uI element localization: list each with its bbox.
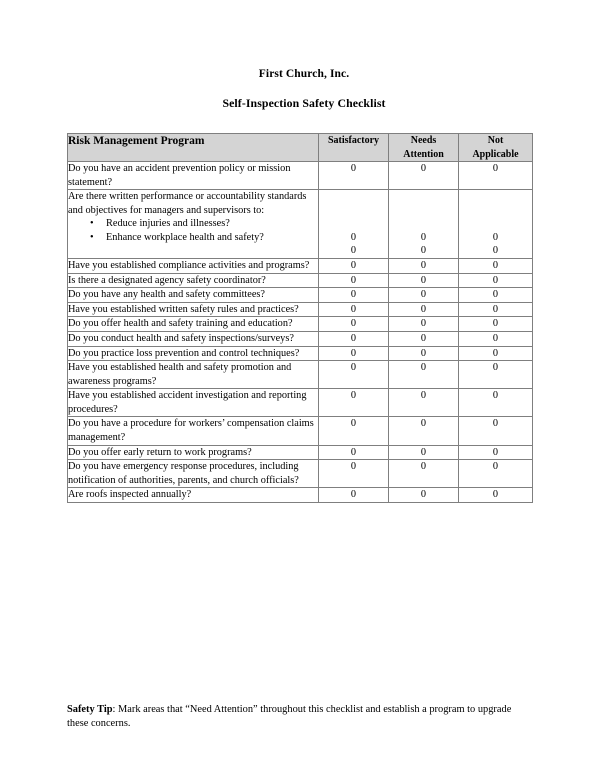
safety-tip-text: : Mark areas that “Need Attention” throughout this checklist and establish a program to upgrade these concerns. <box>67 704 512 730</box>
checkbox-needs-attention[interactable]: 0 <box>420 303 427 315</box>
checkbox-not-applicable[interactable]: 0 <box>492 461 499 473</box>
safety-tip-note <box>67 703 533 731</box>
checkbox-cell-needs-attention[interactable] <box>389 445 459 460</box>
checklist-question-text: Have you established health and safety promotion and awareness programs? <box>68 362 292 387</box>
checkbox-satisfactory[interactable]: 0 <box>350 274 357 286</box>
checkbox-cell-satisfactory[interactable] <box>319 389 389 417</box>
checkbox-needs-attention[interactable]: 0 <box>420 390 427 402</box>
checkbox-not-applicable[interactable]: 0 <box>492 245 499 257</box>
checkbox-cell-needs-attention[interactable] <box>389 162 459 190</box>
table-row <box>68 346 533 361</box>
checkbox-cell-not-applicable[interactable] <box>459 273 533 288</box>
checklist-question-cell <box>68 288 319 303</box>
table-header-row <box>68 134 533 162</box>
table-row <box>68 331 533 346</box>
checkbox-needs-attention[interactable]: 0 <box>420 347 427 359</box>
checkbox-cell-not-applicable[interactable] <box>459 346 533 361</box>
checklist-question-text: Do you have a procedure for workers’ compensation claims management? <box>68 418 314 443</box>
checkbox-not-applicable[interactable]: 0 <box>492 318 499 330</box>
checkbox-satisfactory[interactable]: 0 <box>350 163 357 174</box>
table-row <box>68 417 533 445</box>
checkbox-cell-not-applicable[interactable] <box>459 460 533 488</box>
checklist-question-text: Do you conduct health and safety inspections/surveys? <box>68 332 294 344</box>
column-header-satisfactory <box>319 134 389 162</box>
checkbox-cell-not-applicable[interactable] <box>459 302 533 317</box>
checkbox-cell-not-applicable[interactable] <box>459 445 533 460</box>
table-row <box>68 361 533 389</box>
checkbox-cell-needs-attention[interactable] <box>389 361 459 389</box>
checkbox-cell-satisfactory[interactable] <box>319 259 389 274</box>
checkbox-needs-attention[interactable]: 0 <box>420 332 427 344</box>
checkbox-cell-needs-attention[interactable] <box>389 331 459 346</box>
checklist-question-text: Is there a designated agency safety coordinator? <box>68 274 266 286</box>
checkbox-cell-needs-attention[interactable] <box>389 288 459 303</box>
checklist-question-text: Have you established accident investigation and reporting procedures? <box>68 390 307 415</box>
checklist-question-cell <box>68 331 319 346</box>
checkbox-not-applicable[interactable]: 0 <box>492 489 499 501</box>
table-row <box>68 317 533 332</box>
column-header-needs-attention <box>389 134 459 162</box>
checkbox-cell-not-applicable[interactable] <box>459 317 533 332</box>
checkbox-cell-satisfactory[interactable] <box>319 346 389 361</box>
checklist-question-cell <box>68 162 319 190</box>
safety-checklist-table <box>67 133 533 503</box>
checklist-question-text: Have you established written safety rules and practices? <box>68 303 299 315</box>
checklist-sub-item-list <box>68 217 318 244</box>
checkbox-not-applicable[interactable]: 0 <box>492 390 499 402</box>
checkbox-satisfactory[interactable]: 0 <box>350 332 357 344</box>
checkbox-not-applicable[interactable]: 0 <box>492 347 499 359</box>
checkbox-cell-needs-attention[interactable] <box>389 317 459 332</box>
checklist-question-text: Do you have emergency response procedures, including notification of authorities, parents, and church officials? <box>68 461 299 486</box>
checkbox-needs-attention[interactable]: 0 <box>420 318 427 330</box>
checklist-question-cell <box>68 273 319 288</box>
checkbox-needs-attention[interactable]: 0 <box>420 446 427 458</box>
checkbox-cell-needs-attention[interactable] <box>389 488 459 503</box>
checkbox-satisfactory[interactable]: 0 <box>350 245 357 257</box>
checkbox-not-applicable[interactable]: 0 <box>492 274 499 286</box>
checkbox-cell-not-applicable[interactable] <box>459 331 533 346</box>
checkbox-cell-not-applicable[interactable] <box>459 417 533 445</box>
checkbox-cell-needs-attention[interactable] <box>389 259 459 274</box>
checkbox-cell-needs-attention[interactable] <box>389 460 459 488</box>
column-header-risk-management-program: Risk Management Program <box>68 134 319 162</box>
checkbox-satisfactory[interactable]: 0 <box>350 489 357 501</box>
checklist-question-text: Do you offer health and safety training and education? <box>68 318 293 330</box>
safety-tip-label: Safety Tip <box>67 704 113 715</box>
table-header <box>68 134 533 162</box>
checkbox-needs-attention[interactable]: 0 <box>420 231 427 243</box>
checklist-sub-item: • Reduce injuries and illnesses? <box>68 217 318 231</box>
checkbox-satisfactory[interactable]: 0 <box>350 231 357 243</box>
checklist-question-text: Do you have an accident prevention policy or mission statement? <box>68 163 291 188</box>
checkbox-not-applicable[interactable]: 0 <box>492 303 499 315</box>
checkbox-not-applicable[interactable]: 0 <box>492 362 499 374</box>
column-header-not-applicable-line2: Applicable <box>472 148 519 160</box>
checkbox-cell-needs-attention[interactable] <box>389 273 459 288</box>
column-header-satisfactory-label: Satisfactory <box>327 135 380 146</box>
checkbox-not-applicable[interactable]: 0 <box>492 446 499 458</box>
checkbox-satisfactory[interactable]: 0 <box>350 318 357 330</box>
table-row <box>68 162 533 190</box>
organization-title: First Church, Inc. <box>258 68 350 80</box>
checkbox-cell-satisfactory[interactable] <box>319 302 389 317</box>
checkbox-not-applicable[interactable]: 0 <box>492 332 499 344</box>
checklist-question-text: Do you have any health and safety committees? <box>68 289 266 301</box>
checklist-question-text: Are roofs inspected annually? <box>68 489 192 501</box>
checkbox-satisfactory[interactable]: 0 <box>350 289 357 301</box>
checkbox-cell-satisfactory[interactable] <box>319 361 389 389</box>
checkbox-needs-attention[interactable]: 0 <box>420 461 427 473</box>
checkbox-cell-needs-attention[interactable] <box>389 389 459 417</box>
checkbox-cell-satisfactory[interactable] <box>319 288 389 303</box>
checkbox-cell-satisfactory[interactable] <box>319 331 389 346</box>
checklist-question-cell <box>68 259 319 274</box>
checkbox-cell-satisfactory[interactable] <box>319 162 389 190</box>
checklist-question-cell <box>68 389 319 417</box>
checklist-question-cell <box>68 346 319 361</box>
checkbox-cell-satisfactory[interactable] <box>319 190 389 259</box>
document-subtitle: Self-Inspection Safety Checklist <box>222 96 386 110</box>
column-header-not-applicable <box>459 134 533 162</box>
checklist-question-cell <box>68 361 319 389</box>
checkbox-not-applicable[interactable]: 0 <box>492 289 499 301</box>
checkbox-cell-not-applicable[interactable] <box>459 259 533 274</box>
checklist-question-cell <box>68 488 319 503</box>
checkbox-satisfactory[interactable]: 0 <box>350 461 357 473</box>
checkbox-not-applicable[interactable]: 0 <box>492 418 499 430</box>
checklist-question-cell <box>68 445 319 460</box>
table-row <box>68 302 533 317</box>
checkbox-needs-attention[interactable]: 0 <box>420 489 427 501</box>
checkbox-satisfactory[interactable]: 0 <box>350 260 357 272</box>
checklist-question-cell <box>68 460 319 488</box>
checkbox-cell-satisfactory[interactable] <box>319 273 389 288</box>
table-row <box>68 445 533 460</box>
checkbox-satisfactory[interactable]: 0 <box>350 362 357 374</box>
checkbox-satisfactory[interactable]: 0 <box>350 418 357 430</box>
checklist-question-text: Do you offer early return to work programs? <box>68 446 252 458</box>
checkbox-not-applicable[interactable]: 0 <box>492 260 499 272</box>
checkbox-cell-not-applicable[interactable] <box>459 488 533 503</box>
checkbox-cell-not-applicable[interactable] <box>459 389 533 417</box>
checklist-question-text: Have you established compliance activities and programs? <box>68 260 310 272</box>
checkbox-needs-attention[interactable]: 0 <box>420 289 427 301</box>
table-row <box>68 190 533 259</box>
checkbox-satisfactory[interactable]: 0 <box>350 390 357 402</box>
checkbox-cell-satisfactory[interactable] <box>319 445 389 460</box>
checklist-sub-item: • Enhance workplace health and safety? <box>68 231 318 245</box>
checkbox-cell-satisfactory[interactable] <box>319 460 389 488</box>
checklist-question-cell <box>68 417 319 445</box>
checkbox-cell-satisfactory[interactable] <box>319 488 389 503</box>
table-row <box>68 460 533 488</box>
checkbox-cell-needs-attention[interactable] <box>389 417 459 445</box>
checkbox-cell-not-applicable[interactable] <box>459 162 533 190</box>
checklist-question-cell <box>68 317 319 332</box>
checklist-question-cell <box>68 302 319 317</box>
checkbox-cell-satisfactory[interactable] <box>319 317 389 332</box>
table-row <box>68 273 533 288</box>
checkbox-cell-not-applicable[interactable] <box>459 190 533 259</box>
table-row <box>68 488 533 503</box>
checkbox-needs-attention[interactable]: 0 <box>420 245 427 257</box>
checkbox-cell-needs-attention[interactable] <box>389 190 459 259</box>
checkbox-needs-attention[interactable]: 0 <box>420 274 427 286</box>
checkbox-cell-needs-attention[interactable] <box>389 346 459 361</box>
checkbox-needs-attention[interactable]: 0 <box>420 260 427 272</box>
checklist-question-text: Are there written performance or accountability standards and objectives for managers and supervisors to: <box>68 191 307 216</box>
checkbox-needs-attention[interactable]: 0 <box>420 163 427 174</box>
column-header-not-applicable-line1: Not <box>487 135 504 146</box>
column-header-needs-attention-line1: Needs <box>410 135 437 146</box>
checkbox-cell-needs-attention[interactable] <box>389 302 459 317</box>
checklist-question-cell <box>68 190 319 259</box>
checklist-question-text: Do you practice loss prevention and control techniques? <box>68 347 300 359</box>
checkbox-satisfactory[interactable]: 0 <box>350 303 357 315</box>
checkbox-needs-attention[interactable]: 0 <box>420 418 427 430</box>
checkbox-satisfactory[interactable]: 0 <box>350 347 357 359</box>
table-row <box>68 288 533 303</box>
checkbox-not-applicable[interactable]: 0 <box>492 163 499 174</box>
checkbox-not-applicable[interactable]: 0 <box>492 231 499 243</box>
checkbox-cell-not-applicable[interactable] <box>459 288 533 303</box>
column-header-needs-attention-line2: Attention <box>403 148 444 160</box>
checkbox-cell-satisfactory[interactable] <box>319 417 389 445</box>
table-row <box>68 389 533 417</box>
checkbox-needs-attention[interactable]: 0 <box>420 362 427 374</box>
checkbox-satisfactory[interactable]: 0 <box>350 446 357 458</box>
table-row <box>68 259 533 274</box>
checkbox-cell-not-applicable[interactable] <box>459 361 533 389</box>
table-body <box>68 162 533 503</box>
